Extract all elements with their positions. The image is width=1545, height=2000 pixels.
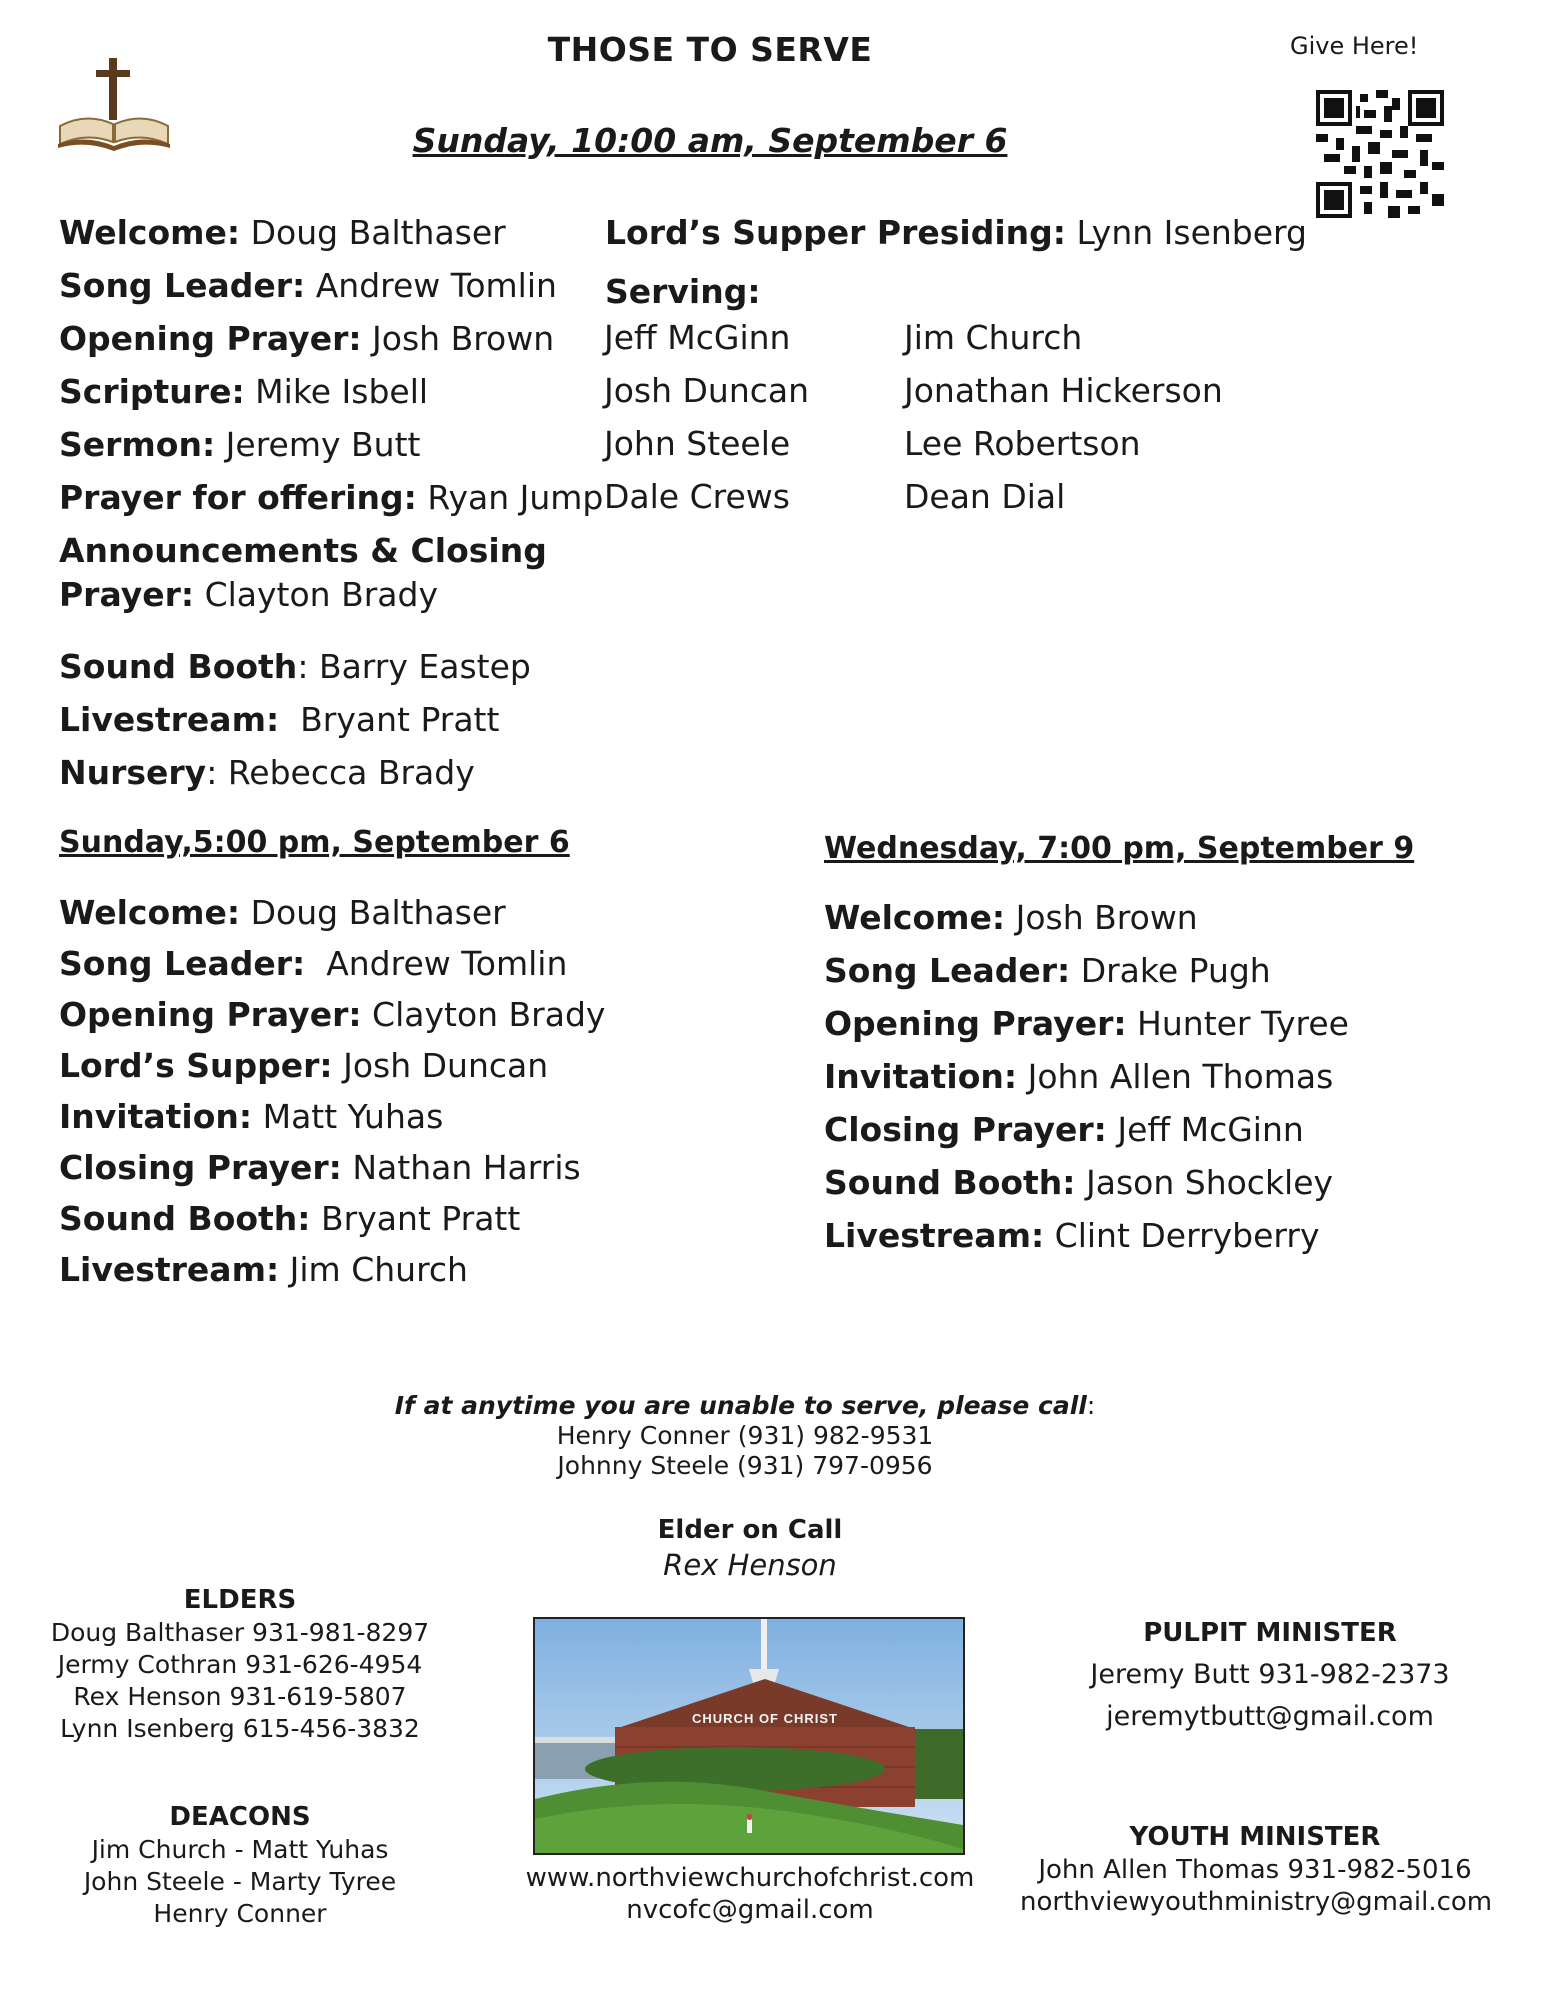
page-title: THOSE TO SERVE bbox=[547, 30, 873, 69]
role-name: Matt Yuhas bbox=[262, 1097, 444, 1136]
role-row bbox=[824, 898, 1349, 951]
youth-minister-block bbox=[1020, 1820, 1493, 1918]
role-row bbox=[59, 531, 603, 575]
role-row bbox=[59, 1097, 605, 1148]
role-name: Jason Shockley bbox=[1086, 1163, 1334, 1202]
role-label: Lord’s Supper: bbox=[59, 1046, 333, 1085]
server-name: Lee Robertson bbox=[904, 424, 1141, 463]
church-sign-text: CHURCH OF CHRIST bbox=[692, 1711, 838, 1726]
pulpit-minister-heading: PULPIT MINISTER bbox=[1143, 1618, 1397, 1648]
sunday-am-heading: Sunday, 10:00 am, September 6 bbox=[412, 121, 1008, 160]
role-row bbox=[59, 647, 603, 700]
role-row bbox=[59, 1148, 605, 1199]
lords-supper-presiding bbox=[605, 213, 1307, 253]
role-row bbox=[59, 1046, 605, 1097]
deacon-line: John Steele - Marty Tyree bbox=[83, 1867, 397, 1896]
role-row bbox=[824, 1216, 1349, 1269]
role-label: Song Leader: bbox=[59, 266, 306, 305]
role-label: Invitation: bbox=[59, 1097, 253, 1136]
role-label: Prayer for offering: bbox=[59, 478, 417, 517]
role-name: Jeff McGinn bbox=[1117, 1110, 1304, 1149]
role-row bbox=[824, 951, 1349, 1004]
role-row bbox=[59, 575, 603, 647]
website-block bbox=[500, 1862, 1000, 1926]
role-row bbox=[59, 213, 603, 266]
role-label: Welcome: bbox=[59, 213, 241, 252]
role-sep: : bbox=[297, 647, 309, 686]
role-label: Opening Prayer: bbox=[824, 1004, 1127, 1043]
role-name: Josh Brown bbox=[1015, 898, 1198, 937]
role-name: Ryan Jump bbox=[427, 478, 604, 517]
server-name: Josh Duncan bbox=[604, 371, 810, 410]
role-name: Clayton Brady bbox=[372, 995, 606, 1034]
role-row bbox=[59, 266, 603, 319]
role-row bbox=[824, 1163, 1349, 1216]
deacon-line: Jim Church - Matt Yuhas bbox=[91, 1835, 389, 1864]
role-label: Sound Booth: bbox=[59, 1199, 311, 1238]
role-label: Sound Booth bbox=[59, 647, 298, 686]
role-name: Rebecca Brady bbox=[227, 753, 475, 792]
role-row bbox=[59, 1199, 605, 1250]
role-row bbox=[59, 700, 603, 753]
role-label: Lord’s Supper Presiding: bbox=[605, 213, 1066, 252]
contact-line: Henry Conner (931) 982-9531 bbox=[556, 1421, 934, 1450]
role-name: Jeremy Butt bbox=[225, 425, 421, 464]
server-name: Jim Church bbox=[904, 318, 1083, 357]
unable-to-serve bbox=[0, 1391, 1490, 1481]
role-row bbox=[59, 944, 605, 995]
role-name: Josh Brown bbox=[372, 319, 555, 358]
server-name: Dale Crews bbox=[604, 477, 790, 516]
serving-column-1 bbox=[604, 318, 809, 530]
role-name: Barry Eastep bbox=[318, 647, 531, 686]
role-label: Sound Booth: bbox=[824, 1163, 1076, 1202]
role-label: Nursery bbox=[59, 753, 207, 792]
role-sep: : bbox=[206, 753, 218, 792]
role-name: Andrew Tomlin bbox=[326, 944, 568, 983]
church-email-link[interactable]: nvcofc@gmail.com bbox=[626, 1895, 874, 1925]
role-label: Invitation: bbox=[824, 1057, 1018, 1096]
role-name: Mike Isbell bbox=[255, 372, 429, 411]
server-name: Jeff McGinn bbox=[604, 318, 791, 357]
elder-line: Lynn Isenberg 615-456-3832 bbox=[60, 1714, 420, 1743]
role-label: Song Leader: bbox=[59, 944, 306, 983]
elder-line: Rex Henson 931-619-5807 bbox=[73, 1682, 407, 1711]
deacon-line: Henry Conner bbox=[153, 1899, 327, 1928]
role-label: Livestream: bbox=[59, 1250, 280, 1289]
youth-minister-phone: John Allen Thomas 931-982-5016 bbox=[1038, 1855, 1472, 1885]
role-name: Andrew Tomlin bbox=[315, 266, 557, 305]
give-here-label: Give Here! bbox=[1290, 32, 1419, 60]
role-row bbox=[59, 319, 603, 372]
role-label: Sermon: bbox=[59, 425, 216, 464]
church-photo bbox=[533, 1617, 965, 1855]
deacons-heading: DEACONS bbox=[169, 1802, 311, 1832]
role-label: Song Leader: bbox=[824, 951, 1071, 990]
role-label: Announcements & Closing bbox=[59, 531, 547, 570]
elders-block bbox=[40, 1583, 440, 1745]
role-name: Josh Duncan bbox=[343, 1046, 549, 1085]
role-row bbox=[59, 1250, 605, 1301]
role-name: John Allen Thomas bbox=[1027, 1057, 1334, 1096]
pulpit-minister-phone: Jeremy Butt 931-982-2373 bbox=[1090, 1659, 1450, 1690]
server-name: John Steele bbox=[604, 424, 791, 463]
role-row bbox=[824, 1004, 1349, 1057]
role-name: Lynn Isenberg bbox=[1076, 213, 1307, 252]
elder-on-call-name: Rex Henson bbox=[663, 1548, 837, 1582]
unable-text: If at anytime you are unable to serve, please call bbox=[394, 1391, 1087, 1420]
unable-colon: : bbox=[1086, 1391, 1096, 1420]
elders-heading: ELDERS bbox=[183, 1585, 297, 1615]
youth-minister-heading: YOUTH MINISTER bbox=[1129, 1822, 1381, 1852]
role-name: Jim Church bbox=[289, 1250, 468, 1289]
role-name: Bryant Pratt bbox=[300, 700, 500, 739]
sunday-pm-roles bbox=[59, 893, 605, 1301]
role-name: Clint Derryberry bbox=[1054, 1216, 1320, 1255]
sunday-am-roles bbox=[59, 213, 603, 806]
server-name: Dean Dial bbox=[904, 477, 1066, 516]
role-label: Welcome: bbox=[59, 893, 241, 932]
serving-label bbox=[605, 272, 761, 312]
sunday-pm-heading: Sunday,5:00 pm, September 6 bbox=[59, 825, 570, 860]
role-name: Hunter Tyree bbox=[1137, 1004, 1349, 1043]
role-name: Doug Balthaser bbox=[250, 893, 506, 932]
serving-column-2 bbox=[904, 318, 1223, 530]
role-label: Welcome: bbox=[824, 898, 1006, 937]
wednesday-heading: Wednesday, 7:00 pm, September 9 bbox=[824, 831, 1415, 866]
role-row bbox=[59, 893, 605, 944]
role-label: Closing Prayer: bbox=[59, 1148, 342, 1187]
role-name: Bryant Pratt bbox=[321, 1199, 521, 1238]
role-label: Closing Prayer: bbox=[824, 1110, 1107, 1149]
contact-line: Johnny Steele (931) 797-0956 bbox=[557, 1451, 933, 1480]
elder-line: Doug Balthaser 931-981-8297 bbox=[50, 1618, 430, 1647]
role-row bbox=[824, 1110, 1349, 1163]
role-name: Doug Balthaser bbox=[250, 213, 506, 252]
role-row bbox=[59, 425, 603, 478]
role-name: Clayton Brady bbox=[204, 575, 438, 614]
elder-line: Jermy Cothran 931-626-4954 bbox=[57, 1650, 423, 1679]
youth-minister-email[interactable]: northviewyouthministry@gmail.com bbox=[1020, 1887, 1493, 1917]
role-label: Opening Prayer: bbox=[59, 995, 362, 1034]
role-row bbox=[59, 372, 603, 425]
deacons-block bbox=[40, 1800, 440, 1930]
role-label: Livestream: bbox=[59, 700, 280, 739]
role-label: Scripture: bbox=[59, 372, 245, 411]
pulpit-minister-block bbox=[1070, 1616, 1470, 1738]
role-label: Opening Prayer: bbox=[59, 319, 362, 358]
serving-heading: Serving: bbox=[605, 272, 761, 311]
role-row bbox=[59, 753, 603, 806]
pulpit-minister-email[interactable]: jeremytbutt@gmail.com bbox=[1106, 1701, 1434, 1732]
role-row bbox=[59, 478, 603, 531]
role-name: Nathan Harris bbox=[352, 1148, 581, 1187]
elder-on-call-heading: Elder on Call bbox=[657, 1515, 843, 1545]
role-row bbox=[59, 995, 605, 1046]
role-label: Prayer: bbox=[59, 575, 195, 614]
server-name: Jonathan Hickerson bbox=[904, 371, 1223, 410]
elder-on-call bbox=[0, 1513, 1500, 1583]
role-label: Livestream: bbox=[824, 1216, 1045, 1255]
role-row bbox=[824, 1057, 1349, 1110]
wednesday-roles bbox=[824, 898, 1349, 1269]
role-name: Drake Pugh bbox=[1080, 951, 1271, 990]
website-link[interactable]: www.northviewchurchofchrist.com bbox=[525, 1863, 975, 1893]
